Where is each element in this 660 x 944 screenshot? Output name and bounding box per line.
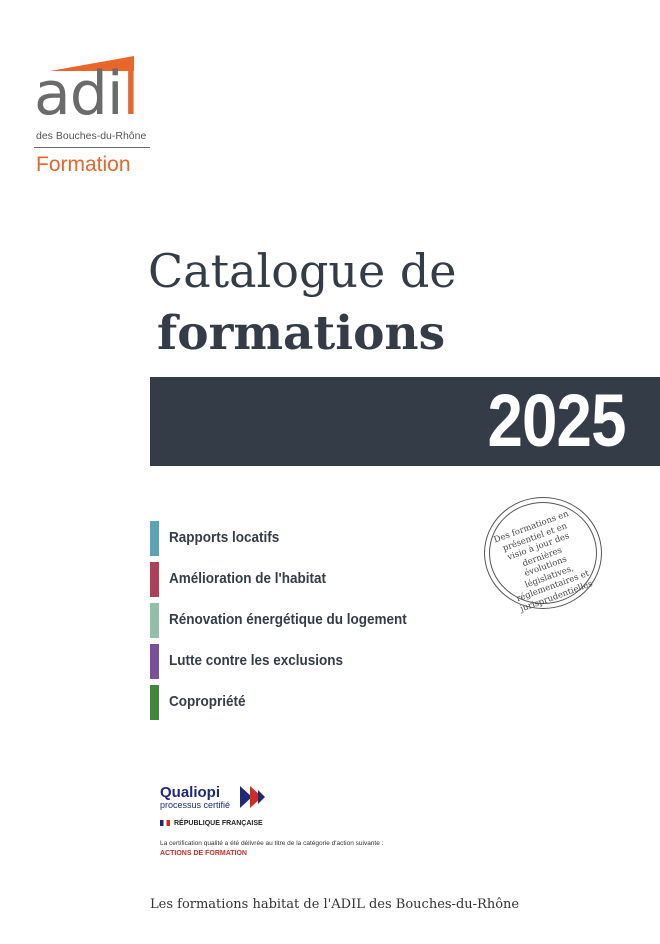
topic-color-bar bbox=[150, 603, 159, 638]
stamp-seal bbox=[484, 497, 602, 615]
topic-color-bar bbox=[150, 562, 159, 597]
certification-text: La certification qualité a été délivrée au titre de la catégorie d'action suivante : bbox=[160, 840, 384, 847]
qualiopi-name: Qualiopi bbox=[160, 784, 220, 801]
qualiopi-subtitle: processus certifié bbox=[160, 800, 231, 810]
logo-divider bbox=[34, 147, 150, 148]
topic-label: Amélioration de l'habitat bbox=[169, 570, 326, 587]
topic-label: Rénovation énergétique du logement bbox=[169, 611, 407, 628]
french-flag-icon bbox=[160, 820, 170, 826]
topic-color-bar bbox=[150, 644, 159, 679]
topic-label: Lutte contre les exclusions bbox=[169, 652, 344, 669]
logo-wordmark: adil bbox=[34, 59, 139, 129]
title-line-2: formations bbox=[157, 306, 446, 361]
stamp-text: Des formations en présentiel et en visio à jour des dernières évolutions législatives, réglementaires et jurisprudentielles bbox=[492, 509, 594, 615]
topic-label: Copropriété bbox=[169, 693, 246, 710]
year-band bbox=[150, 377, 660, 466]
qualiopi-logo bbox=[160, 784, 263, 827]
title-line-1: Catalogue de bbox=[148, 244, 457, 298]
logo-subtitle: des Bouches-du-Rhône bbox=[36, 130, 147, 142]
republique-francaise: RÉPUBLIQUE FRANÇAISE bbox=[160, 820, 263, 827]
topic-color-bar bbox=[150, 685, 159, 720]
year-label: 2025 bbox=[487, 379, 626, 462]
topic-label: Rapports locatifs bbox=[169, 529, 280, 546]
logo-formation: Formation bbox=[36, 153, 131, 176]
qualiopi-arrows-icon bbox=[240, 786, 270, 808]
footer-text: Les formations habitat de l'ADIL des Bouches-du-Rhône bbox=[150, 897, 520, 912]
topic-color-bar bbox=[150, 521, 159, 556]
certification-action: ACTIONS DE FORMATION bbox=[160, 850, 247, 857]
